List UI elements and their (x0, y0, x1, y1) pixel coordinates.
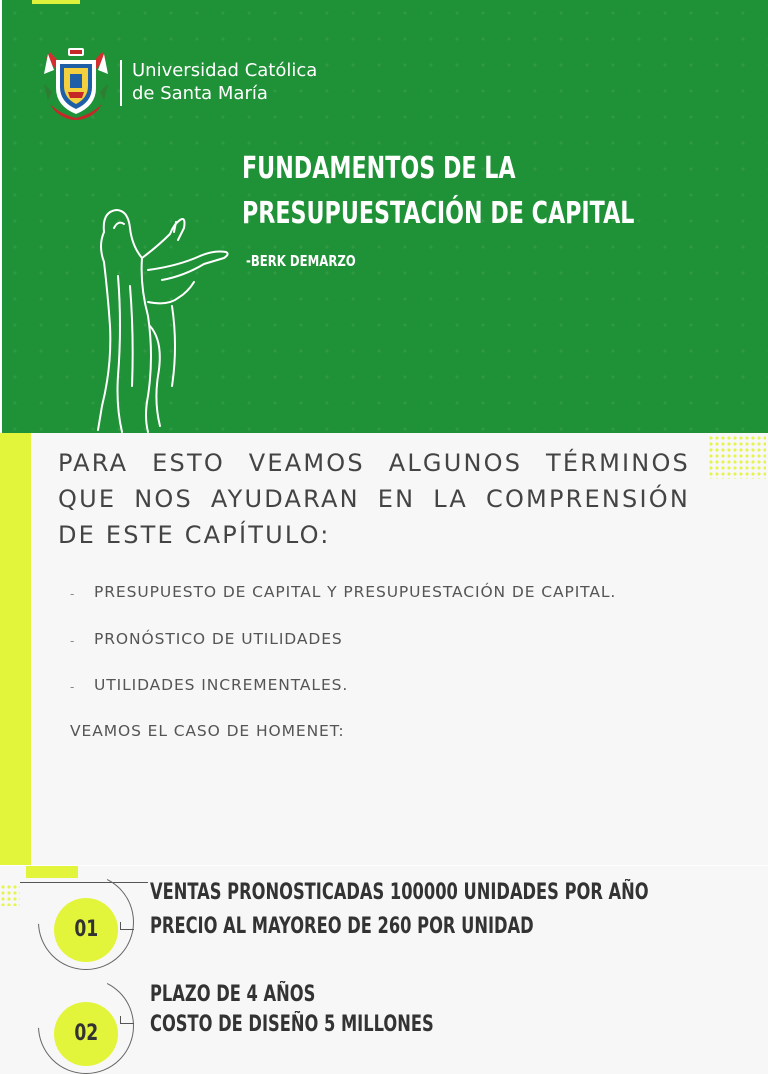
list-dash: - (70, 633, 76, 648)
university-name-line1: Universidad Católica (132, 60, 318, 81)
item-line: PRECIO AL MAYOREO DE 260 POR UNIDAD (150, 914, 534, 939)
terms-slide (0, 433, 768, 865)
badge-number: 01 (74, 917, 98, 942)
terms-heading: PARA ESTO VEAMOS ALGUNOS TÉRMINOS QUE NOS AYUDARAN EN LA COMPRENSIÓN DE ESTE CAPÍTULO: (58, 449, 690, 549)
list-item-text: PRESUPUESTO DE CAPITAL Y PRESUPUESTACIÓN DE CAPITAL. (94, 583, 617, 601)
author-name: -BERK DEMARZO (246, 252, 356, 270)
case-intro-text: VEAMOS EL CASO DE HOMENET: (70, 722, 345, 740)
divider-line (20, 882, 148, 883)
dot-pattern-decoration (0, 884, 20, 906)
connector-tick (120, 922, 134, 930)
number-badge (54, 1002, 118, 1066)
accent-strip (32, 0, 80, 4)
virgin-mary-outline-icon (88, 206, 236, 434)
item-line: PLAZO DE 4 AÑOS (150, 982, 316, 1007)
university-name-line2: de Santa María (132, 83, 268, 104)
accent-bar (0, 433, 31, 865)
accent-strip (26, 866, 78, 878)
list-item-text: PRONÓSTICO DE UTILIDADES (94, 629, 343, 648)
logo-divider (120, 60, 122, 106)
list-dash: - (70, 587, 76, 601)
connector-tick (120, 1016, 134, 1024)
number-badge (54, 898, 118, 962)
title-line1: FUNDAMENTOS DE LA (242, 151, 516, 186)
university-name (132, 59, 317, 105)
list-dash: - (70, 680, 76, 694)
badge-number: 02 (74, 1021, 98, 1046)
homenet-case-slide (0, 865, 768, 1046)
cover-slide (0, 0, 768, 433)
list-item-text: UTILIDADES INCREMENTALES. (94, 676, 349, 694)
title-line2: PRESUPUESTACIÓN DE CAPITAL (242, 196, 635, 231)
item-line: VENTAS PRONOSTICADAS 100000 UNIDADES POR AÑO (150, 880, 649, 905)
presentation-title (242, 146, 635, 236)
university-coat-of-arms-icon (40, 44, 112, 122)
item-line: COSTO DE DISEÑO 5 MILLONES (150, 1012, 434, 1037)
dot-pattern-decoration (708, 435, 766, 479)
